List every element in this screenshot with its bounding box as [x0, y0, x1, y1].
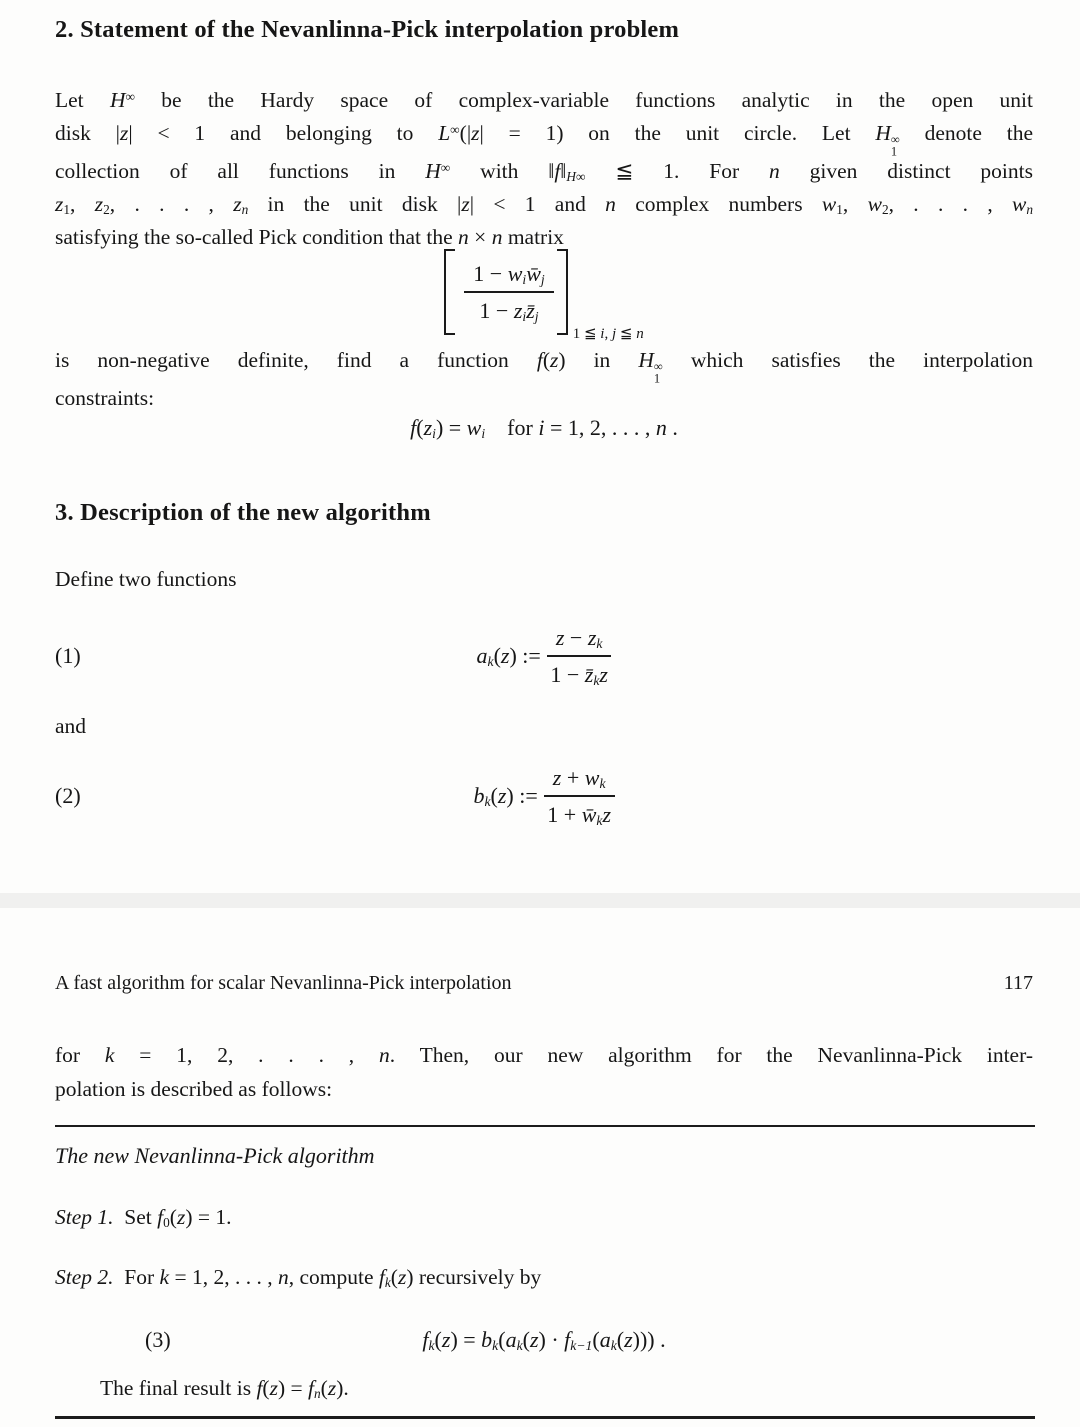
paragraph-line: constraints:: [55, 385, 155, 410]
running-head-title: A fast algorithm for scalar Nevanlinna-Pick interpolation: [55, 972, 512, 994]
step-2-line: Step 2. For k = 1, 2, . . . , n, compute $f_k(z)$ recursively by: [55, 1265, 542, 1291]
equation-fraction: [544, 764, 615, 828]
section-3-heading: 3. Description of the new algorithm: [55, 499, 431, 526]
equation-3-label: (3): [145, 1327, 171, 1352]
equation-3: [55, 1318, 1033, 1362]
paragraph-line: disk |z| < 1 and belonging to L∞(|z| = 1) on the unit circle. Let H ∞ 1 denote the: [55, 121, 1034, 159]
step-1-line: Step 1. Set $f_0(z) = 1$.: [55, 1205, 232, 1231]
paragraph-line: satisfying the so-called Pick condition that the n × n matrix: [55, 224, 564, 249]
right-bracket: [557, 249, 568, 335]
fraction-denominator: $1 + w̄_kz$: [547, 802, 612, 829]
equation-1-body: [477, 624, 612, 688]
define-functions-line: Define two functions: [55, 567, 237, 591]
and-line: and: [55, 714, 87, 738]
fraction-denominator: $1 - z̄_kz$: [550, 662, 608, 689]
equation-2-label: (2): [55, 783, 81, 808]
algorithm-title: The new Nevanlinna-Pick algorithm: [55, 1143, 375, 1168]
final-result-line: The final result is $f(z) = f_n(z)$.: [100, 1376, 349, 1402]
equation-3-body: $f_k(z) = b_k(a_k(z) \cdot f_{k-1}(a_k(z)))$ .: [422, 1327, 666, 1354]
intro-paragraph: [55, 84, 1033, 254]
paragraph-line: for k = 1, 2, . . . , n. Then, our new algorithm for the Nevanlinna-Pick inter-: [55, 1043, 1033, 1067]
pick-matrix-equation: [55, 246, 1033, 342]
fraction-numerator: $z - z_k$: [547, 624, 612, 657]
paragraph-line: is non-negative definite, find a function f(z) in H ∞ 1 which satisfies the interpolation: [55, 348, 1033, 386]
left-bracket: [444, 249, 455, 335]
fraction-numerator: $z + w_k$: [544, 764, 615, 797]
equation-2-body: [473, 764, 614, 828]
fraction-denominator: $1 - z_iz̄_j$: [479, 298, 539, 325]
pick-matrix-fraction: [464, 260, 553, 324]
page-number: 117: [1003, 972, 1033, 994]
equation-lhs: $b_k(z)$ :=: [473, 783, 538, 810]
equation-fraction: [547, 624, 612, 688]
paragraph-line: polation is described as follows:: [55, 1077, 333, 1101]
bottom-rule: [55, 1416, 1035, 1419]
equation-lhs: $a_k(z)$ :=: [476, 643, 541, 670]
paragraph-line: Let H∞ be the Hardy space of complex-variable functions analytic in the open unit: [55, 88, 1033, 112]
equation-2: [55, 754, 1033, 838]
constraints-paragraph: [55, 344, 1033, 415]
algorithm-top-rule: [55, 1125, 1035, 1127]
section-2-heading: 2. Statement of the Nevanlinna-Pick interpolation problem: [55, 16, 680, 43]
matrix-index-range: 1 ≦ i, j ≦ n: [572, 326, 644, 342]
equation-body: $f(z_i) = w_i$ for i = 1, 2, . . . , n .: [410, 415, 678, 442]
running-head: [55, 972, 1033, 995]
paragraph-line: $z_1$, $z_2$, . . . , $z_n$ in the unit disk |z| < 1 and n complex numbers $w_1$, $w_2$, . . . , $w_n$: [55, 191, 1034, 217]
page-separator-band: [0, 893, 1080, 908]
algorithm-intro-paragraph: [55, 1038, 1033, 1106]
fraction-numerator: $1 - w_iw̄_j$: [464, 260, 553, 293]
equation-1: [55, 614, 1033, 698]
interpolation-constraints-equation: [55, 408, 1033, 448]
equation-1-label: (1): [55, 643, 81, 668]
paragraph-line: collection of all functions in H∞ with $‖f‖_{H\infty}$ ≦ 1. For n given distinct points: [55, 158, 1033, 184]
